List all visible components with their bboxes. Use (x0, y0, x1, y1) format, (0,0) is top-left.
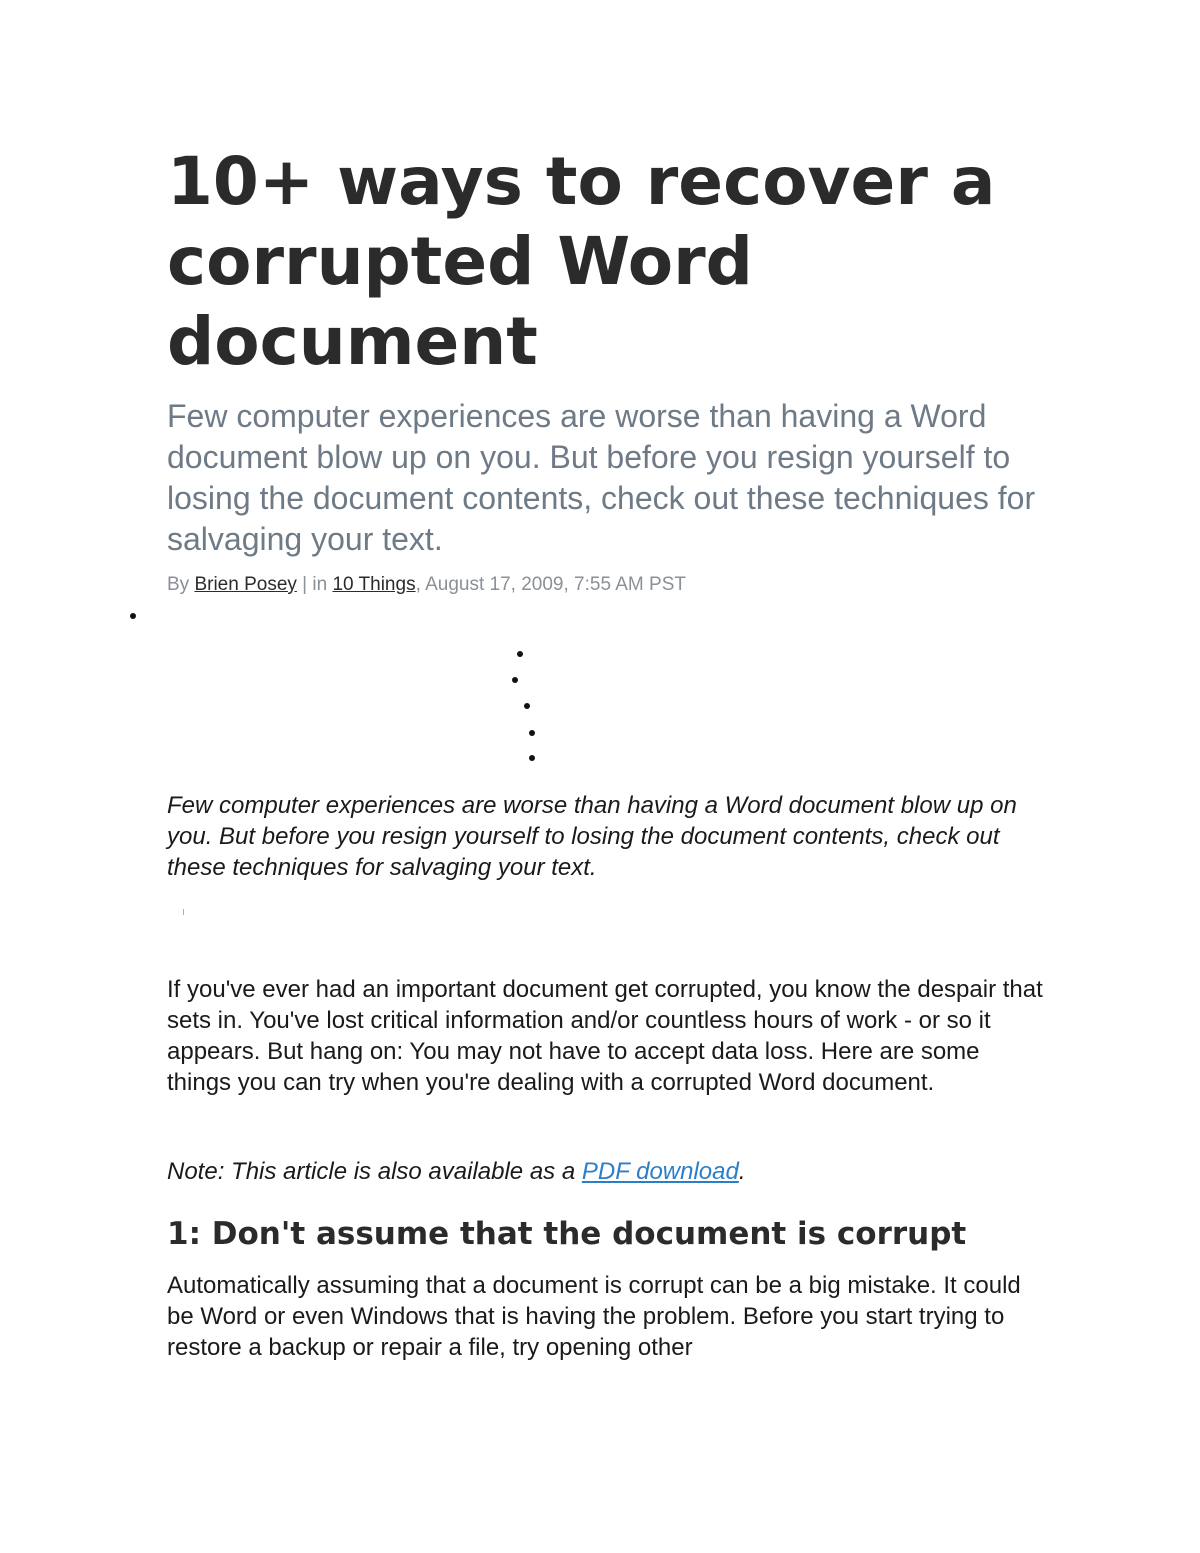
section-1-body: Automatically assuming that a document is corrupt can be a big mistake. It could be Word or even Windows that is having the problem. Before you start trying to restore a backup or repair a file, try opening other (167, 1272, 1021, 1361)
list-bullet (524, 703, 530, 709)
note-prefix: Note: This article is also available as a (167, 1158, 582, 1185)
byline-separator: | in (296, 574, 333, 595)
article-lead: Few computer experiences are worse than having a Word document blow up on you. But before you resign yourself to losing the document contents, check out these techniques for salvaging your text. (167, 792, 1017, 881)
list-bullet (517, 651, 523, 657)
byline-date: , August 17, 2009, 7:55 AM PST (415, 574, 686, 595)
list-bullet (529, 730, 535, 736)
image-placeholder-mark (183, 909, 184, 915)
list-bullet (529, 755, 535, 761)
list-bullet (512, 677, 518, 683)
section-1-heading: 1: Don't assume that the document is corrupt (167, 1216, 967, 1252)
byline-by: By (167, 574, 195, 595)
article-title: 10+ ways to recover a corrupted Word document (167, 143, 996, 380)
category-link[interactable]: 10 Things (332, 574, 416, 595)
article-deck: Few computer experiences are worse than having a Word document blow up on you. But before you resign yourself to losing the document contents, check out these techniques for salvaging your text. (167, 398, 1036, 557)
intro-paragraph: If you've ever had an important document get corrupted, you know the despair that sets in. You've lost critical information and/or countless hours of work - or so it appears. But hang on: You may not have to accept data loss. Here are some things you can try when you're dealing with a corrupted Word document. (167, 976, 1043, 1096)
pdf-download-link[interactable]: PDF download (581, 1158, 739, 1185)
author-link[interactable]: Brien Posey (194, 574, 297, 595)
article-byline (167, 573, 1067, 597)
list-bullet (130, 613, 136, 619)
pdf-note (167, 1156, 1047, 1187)
note-suffix: . (738, 1158, 746, 1185)
